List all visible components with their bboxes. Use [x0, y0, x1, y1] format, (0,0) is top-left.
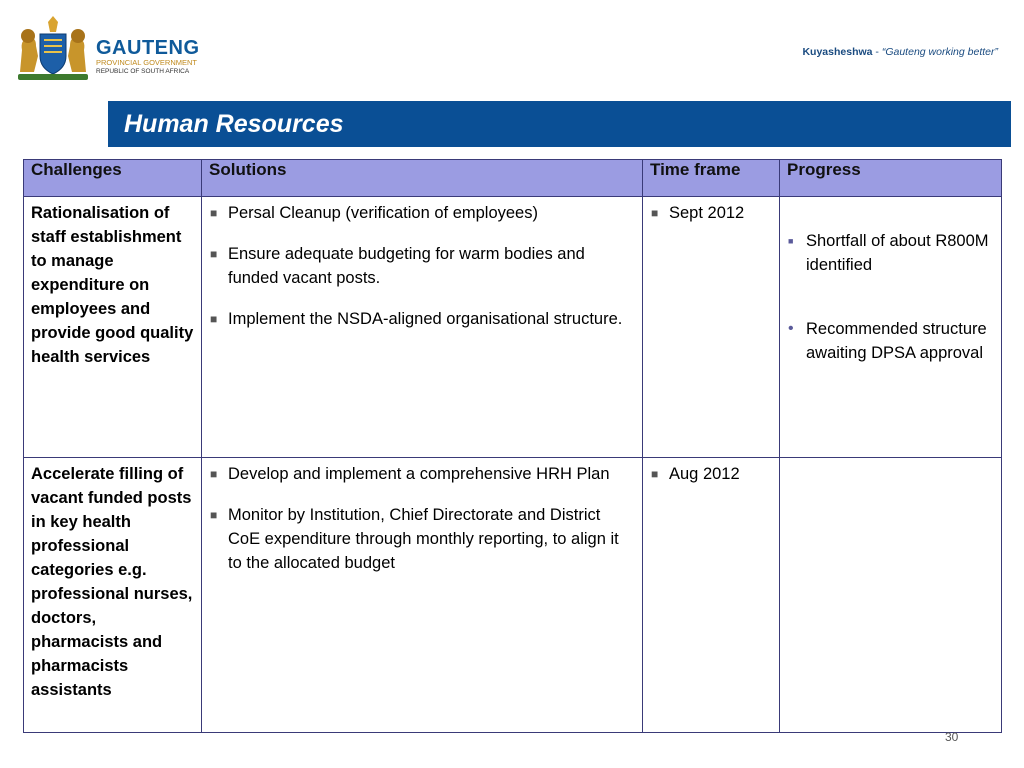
logo-wordmark: GAUTENG	[96, 37, 200, 59]
header-progress: Progress	[780, 160, 1002, 197]
timeframe-cell	[643, 197, 780, 458]
list-item	[209, 242, 636, 290]
tagline	[802, 46, 998, 58]
timeframe-text: Aug 2012	[669, 465, 740, 483]
square-bullet-icon: ■	[210, 508, 218, 522]
header-timeframe: Time frame	[643, 160, 780, 197]
solution-text: Develop and implement a comprehensive HRH Plan	[228, 465, 610, 483]
challenge-cell: Accelerate filling of vacant funded posts in key health professional categories e.g. professional nurses, doctors, pharmacists and pharmacists assistants	[24, 458, 202, 733]
header-solutions: Solutions	[202, 160, 643, 197]
list-item	[209, 201, 636, 225]
solution-text: Monitor by Institution, Chief Directorate and District CoE expenditure through monthly reporting, to align it to the allocated budget	[228, 506, 619, 572]
challenge-cell: Rationalisation of staff establishment to manage expenditure on employees and provide good quality health services	[24, 197, 202, 458]
timeframe-text: Sept 2012	[669, 204, 745, 222]
hr-table	[23, 159, 1002, 733]
solutions-cell	[202, 458, 643, 733]
solutions-cell	[202, 197, 643, 458]
table-header-row	[24, 160, 1002, 197]
list-item	[650, 462, 773, 486]
progress-text: Shortfall of about R800M identified	[806, 232, 989, 274]
solution-text: Implement the NSDA-aligned organisational structure.	[228, 310, 623, 328]
page-number: 30	[945, 730, 959, 744]
logo-country: REPUBLIC OF SOUTH AFRICA	[96, 68, 190, 75]
square-bullet-icon: ■	[210, 206, 218, 220]
tagline-quote: “Gauteng working better”	[881, 46, 998, 58]
square-bullet-icon: ■	[651, 206, 659, 220]
tagline-separator: -	[872, 46, 882, 58]
progress-cell	[780, 197, 1002, 458]
dot-bullet-icon: •	[788, 320, 794, 337]
progress-cell	[780, 458, 1002, 733]
table-row	[24, 458, 1002, 733]
list-item	[209, 307, 636, 331]
table-row	[24, 197, 1002, 458]
solution-text: Ensure adequate budgeting for warm bodies and funded vacant posts.	[228, 245, 585, 287]
progress-text: Recommended structure awaiting DPSA approval	[806, 320, 987, 362]
logo-subtitle: PROVINCIAL GOVERNMENT	[96, 58, 197, 67]
list-item	[209, 462, 636, 486]
solution-text: Persal Cleanup (verification of employees)	[228, 204, 538, 222]
list-item	[209, 503, 636, 575]
tagline-name: Kuyasheshwa	[802, 46, 873, 58]
square-bullet-icon: ■	[210, 247, 218, 261]
page-title: Human Resources	[124, 110, 344, 138]
title-bar	[108, 101, 1011, 147]
square-bullet-icon: ■	[210, 467, 218, 481]
list-item	[787, 317, 995, 365]
header-challenges: Challenges	[24, 160, 202, 197]
coat-of-arms-icon	[14, 16, 92, 82]
timeframe-cell	[643, 458, 780, 733]
list-item	[650, 201, 773, 225]
list-item	[787, 229, 995, 277]
gauteng-logo	[14, 16, 204, 82]
small-square-bullet-icon: ■	[788, 236, 794, 246]
square-bullet-icon: ■	[210, 312, 218, 326]
square-bullet-icon: ■	[651, 467, 659, 481]
